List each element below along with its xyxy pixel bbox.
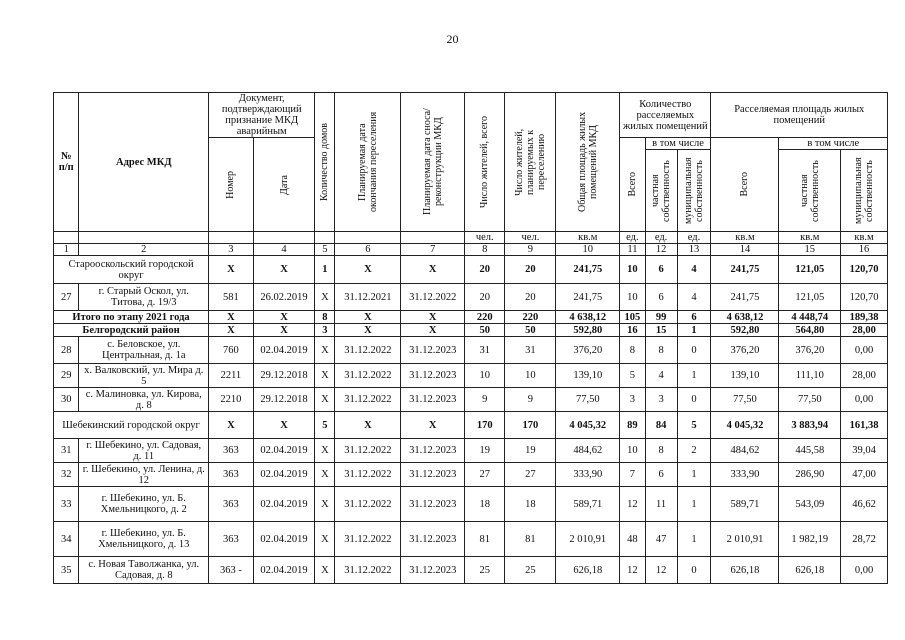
- header-rooms-group: Количество расселяемых жилых помещений: [620, 93, 711, 138]
- cell-c16: 0,00: [841, 557, 888, 584]
- col-number: 7: [401, 244, 465, 256]
- cell-c6: 31.12.2021: [335, 284, 401, 311]
- resettlement-table: [53, 92, 888, 584]
- cell-c15: 77,50: [779, 388, 841, 412]
- cell-c12: 4: [645, 364, 677, 388]
- col-number: 10: [556, 244, 620, 256]
- cell-c12: 47: [645, 522, 677, 557]
- cell-c11: 89: [620, 412, 645, 439]
- cell-c14: 2 010,91: [711, 522, 779, 557]
- cell-c7: 31.12.2022: [401, 284, 465, 311]
- row-address: х. Валковский, ул. Мира д. 5: [79, 364, 209, 388]
- col-number: 5: [315, 244, 335, 256]
- cell-c3: 363 -: [209, 557, 254, 584]
- cell-c15: 543,09: [779, 487, 841, 522]
- cell-c15: 121,05: [779, 256, 841, 284]
- subtotal-name: Итого по этапу 2021 года: [54, 311, 209, 324]
- cell-c7: 31.12.2023: [401, 522, 465, 557]
- cell-c8: 9: [465, 388, 505, 412]
- cell-c15: 286,90: [779, 463, 841, 487]
- header-residents-planned: Число жителей, планируемых к переселению: [505, 93, 556, 232]
- cell-c3: X: [209, 256, 254, 284]
- header-rooms-total: Всего: [620, 138, 645, 232]
- header-area-group: Расселяемая площадь жилых помещений: [711, 93, 888, 138]
- cell-c4: X: [253, 256, 315, 284]
- group-row: [54, 256, 888, 284]
- row-number: 31: [54, 439, 79, 463]
- cell-c8: 220: [465, 311, 505, 324]
- cell-c10: 77,50: [556, 388, 620, 412]
- cell-c5: 5: [315, 412, 335, 439]
- cell-c13: 1: [677, 463, 711, 487]
- cell-c11: 8: [620, 337, 645, 364]
- header-no: № п/п: [54, 93, 79, 232]
- cell-c14: 4 638,12: [711, 311, 779, 324]
- cell-c4: 02.04.2019: [253, 463, 315, 487]
- row-number: 32: [54, 463, 79, 487]
- column-numbers-row: [54, 244, 888, 256]
- cell-c16: 120,70: [841, 256, 888, 284]
- table-row: [54, 284, 888, 311]
- cell-c3: 363: [209, 439, 254, 463]
- cell-c12: 12: [645, 557, 677, 584]
- cell-c5: X: [315, 388, 335, 412]
- cell-c4: 29.12.2018: [253, 388, 315, 412]
- cell-c7: 31.12.2023: [401, 364, 465, 388]
- cell-c16: 189,38: [841, 311, 888, 324]
- header-area-private: частная собственность: [779, 150, 841, 232]
- cell-c13: 1: [677, 364, 711, 388]
- cell-c5: X: [315, 522, 335, 557]
- cell-c9: 50: [505, 324, 556, 337]
- cell-c9: 31: [505, 337, 556, 364]
- cell-c9: 19: [505, 439, 556, 463]
- cell-c7: 31.12.2023: [401, 463, 465, 487]
- cell-c15: 376,20: [779, 337, 841, 364]
- cell-c16: 39,04: [841, 439, 888, 463]
- cell-c5: X: [315, 463, 335, 487]
- header-planned-demolition: Планируемая дата сноса/ реконструкции МКД: [401, 93, 465, 232]
- cell-c12: 11: [645, 487, 677, 522]
- cell-c8: 81: [465, 522, 505, 557]
- col-number: 14: [711, 244, 779, 256]
- cell-c4: 02.04.2019: [253, 337, 315, 364]
- cell-c12: 6: [645, 256, 677, 284]
- cell-c3: 760: [209, 337, 254, 364]
- cell-c6: X: [335, 256, 401, 284]
- header-rooms-private: частная собственность: [645, 150, 677, 232]
- cell-c12: 6: [645, 284, 677, 311]
- cell-c10: 139,10: [556, 364, 620, 388]
- cell-c4: X: [253, 324, 315, 337]
- cell-c12: 3: [645, 388, 677, 412]
- cell-c9: 20: [505, 256, 556, 284]
- cell-c8: 25: [465, 557, 505, 584]
- col-number: 6: [335, 244, 401, 256]
- cell-c14: 241,75: [711, 284, 779, 311]
- cell-c8: 18: [465, 487, 505, 522]
- subtotal-row: [54, 311, 888, 324]
- cell-c5: X: [315, 487, 335, 522]
- cell-c10: 2 010,91: [556, 522, 620, 557]
- cell-c13: 4: [677, 284, 711, 311]
- row-address: с. Малиновка, ул. Кирова, д. 8: [79, 388, 209, 412]
- cell-c7: X: [401, 311, 465, 324]
- cell-c9: 220: [505, 311, 556, 324]
- cell-c7: 31.12.2023: [401, 337, 465, 364]
- cell-c3: X: [209, 324, 254, 337]
- unit-cell: кв.м: [556, 232, 620, 244]
- table-row: [54, 439, 888, 463]
- cell-c7: X: [401, 324, 465, 337]
- row-address: г. Шебекино, ул. Б. Хмельницкого, д. 2: [79, 487, 209, 522]
- page-number: 20: [446, 32, 459, 46]
- unit-cell: кв.м: [841, 232, 888, 244]
- cell-c10: 592,80: [556, 324, 620, 337]
- table-row: [54, 463, 888, 487]
- col-number: 3: [209, 244, 254, 256]
- unit-cell: чел.: [505, 232, 556, 244]
- cell-c15: 3 883,94: [779, 412, 841, 439]
- col-number: 16: [841, 244, 888, 256]
- cell-c14: 484,62: [711, 439, 779, 463]
- row-address: с. Беловское, ул. Центральная, д. 1а: [79, 337, 209, 364]
- unit-cell: чел.: [465, 232, 505, 244]
- cell-c14: 241,75: [711, 256, 779, 284]
- cell-c8: 19: [465, 439, 505, 463]
- col-number: 8: [465, 244, 505, 256]
- cell-c6: 31.12.2022: [335, 337, 401, 364]
- cell-c4: 02.04.2019: [253, 522, 315, 557]
- cell-c11: 3: [620, 388, 645, 412]
- cell-c11: 12: [620, 557, 645, 584]
- table-row: [54, 487, 888, 522]
- cell-c3: 363: [209, 463, 254, 487]
- cell-c4: 29.12.2018: [253, 364, 315, 388]
- cell-c4: 02.04.2019: [253, 487, 315, 522]
- cell-c11: 10: [620, 439, 645, 463]
- cell-c11: 10: [620, 256, 645, 284]
- col-number: 4: [253, 244, 315, 256]
- cell-c6: 31.12.2022: [335, 522, 401, 557]
- cell-c6: X: [335, 412, 401, 439]
- cell-c5: 1: [315, 256, 335, 284]
- cell-c13: 4: [677, 256, 711, 284]
- cell-c3: 2211: [209, 364, 254, 388]
- unit-cell: кв.м: [779, 232, 841, 244]
- cell-c16: 47,00: [841, 463, 888, 487]
- cell-c13: 0: [677, 557, 711, 584]
- col-number: 13: [677, 244, 711, 256]
- cell-c13: 1: [677, 487, 711, 522]
- table-row: [54, 337, 888, 364]
- cell-c11: 10: [620, 284, 645, 311]
- header-rooms-municipal: муниципальная собственность: [677, 150, 711, 232]
- cell-c13: 0: [677, 337, 711, 364]
- cell-c12: 84: [645, 412, 677, 439]
- cell-c5: X: [315, 364, 335, 388]
- cell-c8: 31: [465, 337, 505, 364]
- cell-c6: 31.12.2022: [335, 557, 401, 584]
- header-area-incl: в том числе: [779, 138, 888, 150]
- subtotal-name: Белгородский район: [54, 324, 209, 337]
- cell-c5: 3: [315, 324, 335, 337]
- cell-c13: 5: [677, 412, 711, 439]
- cell-c10: 241,75: [556, 284, 620, 311]
- cell-c11: 105: [620, 311, 645, 324]
- cell-c11: 7: [620, 463, 645, 487]
- cell-c5: X: [315, 439, 335, 463]
- table-row: [54, 557, 888, 584]
- cell-c5: X: [315, 284, 335, 311]
- header-area-total: Всего: [711, 138, 779, 232]
- cell-c5: X: [315, 337, 335, 364]
- cell-c16: 46,62: [841, 487, 888, 522]
- row-number: 34: [54, 522, 79, 557]
- cell-c9: 18: [505, 487, 556, 522]
- cell-c9: 25: [505, 557, 556, 584]
- cell-c12: 99: [645, 311, 677, 324]
- header-residents-total: Число жителей, всего: [465, 93, 505, 232]
- col-number: 15: [779, 244, 841, 256]
- cell-c10: 4 638,12: [556, 311, 620, 324]
- cell-c13: 6: [677, 311, 711, 324]
- table-row: [54, 364, 888, 388]
- row-number: 30: [54, 388, 79, 412]
- cell-c12: 8: [645, 439, 677, 463]
- row-address: г. Шебекино, ул. Садовая, д. 11: [79, 439, 209, 463]
- col-number: 2: [79, 244, 209, 256]
- cell-c10: 333,90: [556, 463, 620, 487]
- header-total-area: Общая площадь жилых помещений МКД: [556, 93, 620, 232]
- subtotal-row: [54, 324, 888, 337]
- cell-c15: 4 448,74: [779, 311, 841, 324]
- cell-c10: 626,18: [556, 557, 620, 584]
- unit-cell: ед.: [677, 232, 711, 244]
- cell-c4: 26.02.2019: [253, 284, 315, 311]
- cell-c14: 333,90: [711, 463, 779, 487]
- header-houses-count: Количество домов: [315, 93, 335, 232]
- cell-c9: 27: [505, 463, 556, 487]
- cell-c10: 484,62: [556, 439, 620, 463]
- cell-c4: 02.04.2019: [253, 439, 315, 463]
- unit-cell: ед.: [620, 232, 645, 244]
- cell-c14: 592,80: [711, 324, 779, 337]
- cell-c6: X: [335, 324, 401, 337]
- header-doc-number: Номер: [209, 138, 254, 232]
- units-row: [54, 232, 888, 244]
- col-number: 12: [645, 244, 677, 256]
- cell-c6: 31.12.2022: [335, 388, 401, 412]
- cell-c9: 9: [505, 388, 556, 412]
- cell-c14: 4 045,32: [711, 412, 779, 439]
- table-row: [54, 522, 888, 557]
- cell-c12: 8: [645, 337, 677, 364]
- cell-c7: X: [401, 256, 465, 284]
- cell-c10: 4 045,32: [556, 412, 620, 439]
- cell-c4: 02.04.2019: [253, 557, 315, 584]
- cell-c15: 626,18: [779, 557, 841, 584]
- header-address: Адрес МКД: [79, 93, 209, 232]
- cell-c16: 0,00: [841, 388, 888, 412]
- row-address: г. Старый Оскол, ул. Титова, д. 19/3: [79, 284, 209, 311]
- cell-c15: 564,80: [779, 324, 841, 337]
- cell-c7: 31.12.2023: [401, 487, 465, 522]
- cell-c16: 28,00: [841, 364, 888, 388]
- cell-c3: 581: [209, 284, 254, 311]
- cell-c6: 31.12.2022: [335, 364, 401, 388]
- col-number: 1: [54, 244, 79, 256]
- cell-c5: 8: [315, 311, 335, 324]
- cell-c9: 170: [505, 412, 556, 439]
- cell-c8: 20: [465, 256, 505, 284]
- cell-c3: X: [209, 412, 254, 439]
- row-number: 35: [54, 557, 79, 584]
- cell-c13: 2: [677, 439, 711, 463]
- cell-c5: X: [315, 557, 335, 584]
- cell-c15: 121,05: [779, 284, 841, 311]
- cell-c7: 31.12.2023: [401, 388, 465, 412]
- cell-c8: 50: [465, 324, 505, 337]
- cell-c14: 77,50: [711, 388, 779, 412]
- cell-c14: 376,20: [711, 337, 779, 364]
- cell-c16: 28,72: [841, 522, 888, 557]
- cell-c8: 27: [465, 463, 505, 487]
- cell-c13: 1: [677, 522, 711, 557]
- header-document: Документ, подтверждающий признание МКД аварийным: [209, 93, 315, 138]
- cell-c3: 2210: [209, 388, 254, 412]
- cell-c8: 10: [465, 364, 505, 388]
- group-row: [54, 412, 888, 439]
- cell-c6: 31.12.2022: [335, 463, 401, 487]
- cell-c16: 161,38: [841, 412, 888, 439]
- cell-c11: 48: [620, 522, 645, 557]
- cell-c7: 31.12.2023: [401, 557, 465, 584]
- row-address: г. Шебекино, ул. Ленина, д. 12: [79, 463, 209, 487]
- group-name: Шебекинский городской округ: [54, 412, 209, 439]
- cell-c15: 445,58: [779, 439, 841, 463]
- header-rooms-incl: в том числе: [645, 138, 711, 150]
- header-planned-end: Планируемая дата окончания переселения: [335, 93, 401, 232]
- cell-c15: 111,10: [779, 364, 841, 388]
- cell-c11: 16: [620, 324, 645, 337]
- cell-c9: 10: [505, 364, 556, 388]
- cell-c8: 170: [465, 412, 505, 439]
- cell-c10: 589,71: [556, 487, 620, 522]
- unit-cell: кв.м: [711, 232, 779, 244]
- cell-c16: 120,70: [841, 284, 888, 311]
- header-doc-date: Дата: [253, 138, 315, 232]
- cell-c14: 139,10: [711, 364, 779, 388]
- cell-c11: 12: [620, 487, 645, 522]
- cell-c16: 0,00: [841, 337, 888, 364]
- cell-c3: 363: [209, 487, 254, 522]
- header-area-municipal: муниципальная собственность: [841, 150, 888, 232]
- cell-c12: 6: [645, 463, 677, 487]
- cell-c3: X: [209, 311, 254, 324]
- cell-c16: 28,00: [841, 324, 888, 337]
- row-number: 29: [54, 364, 79, 388]
- cell-c15: 1 982,19: [779, 522, 841, 557]
- cell-c8: 20: [465, 284, 505, 311]
- cell-c4: X: [253, 412, 315, 439]
- cell-c14: 589,71: [711, 487, 779, 522]
- col-number: 11: [620, 244, 645, 256]
- group-name: Старооскольский городской округ: [54, 256, 209, 284]
- cell-c10: 376,20: [556, 337, 620, 364]
- cell-c3: 363: [209, 522, 254, 557]
- row-number: 28: [54, 337, 79, 364]
- col-number: 9: [505, 244, 556, 256]
- cell-c6: 31.12.2022: [335, 439, 401, 463]
- cell-c13: 1: [677, 324, 711, 337]
- cell-c9: 20: [505, 284, 556, 311]
- table-row: [54, 388, 888, 412]
- row-number: 33: [54, 487, 79, 522]
- row-address: г. Шебекино, ул. Б. Хмельницкого, д. 13: [79, 522, 209, 557]
- cell-c14: 626,18: [711, 557, 779, 584]
- cell-c6: 31.12.2022: [335, 487, 401, 522]
- cell-c13: 0: [677, 388, 711, 412]
- cell-c12: 15: [645, 324, 677, 337]
- cell-c9: 81: [505, 522, 556, 557]
- cell-c10: 241,75: [556, 256, 620, 284]
- cell-c7: X: [401, 412, 465, 439]
- cell-c7: 31.12.2023: [401, 439, 465, 463]
- row-address: с. Новая Таволжанка, ул. Садовая, д. 8: [79, 557, 209, 584]
- row-number: 27: [54, 284, 79, 311]
- cell-c6: X: [335, 311, 401, 324]
- unit-cell: ед.: [645, 232, 677, 244]
- cell-c11: 5: [620, 364, 645, 388]
- cell-c4: X: [253, 311, 315, 324]
